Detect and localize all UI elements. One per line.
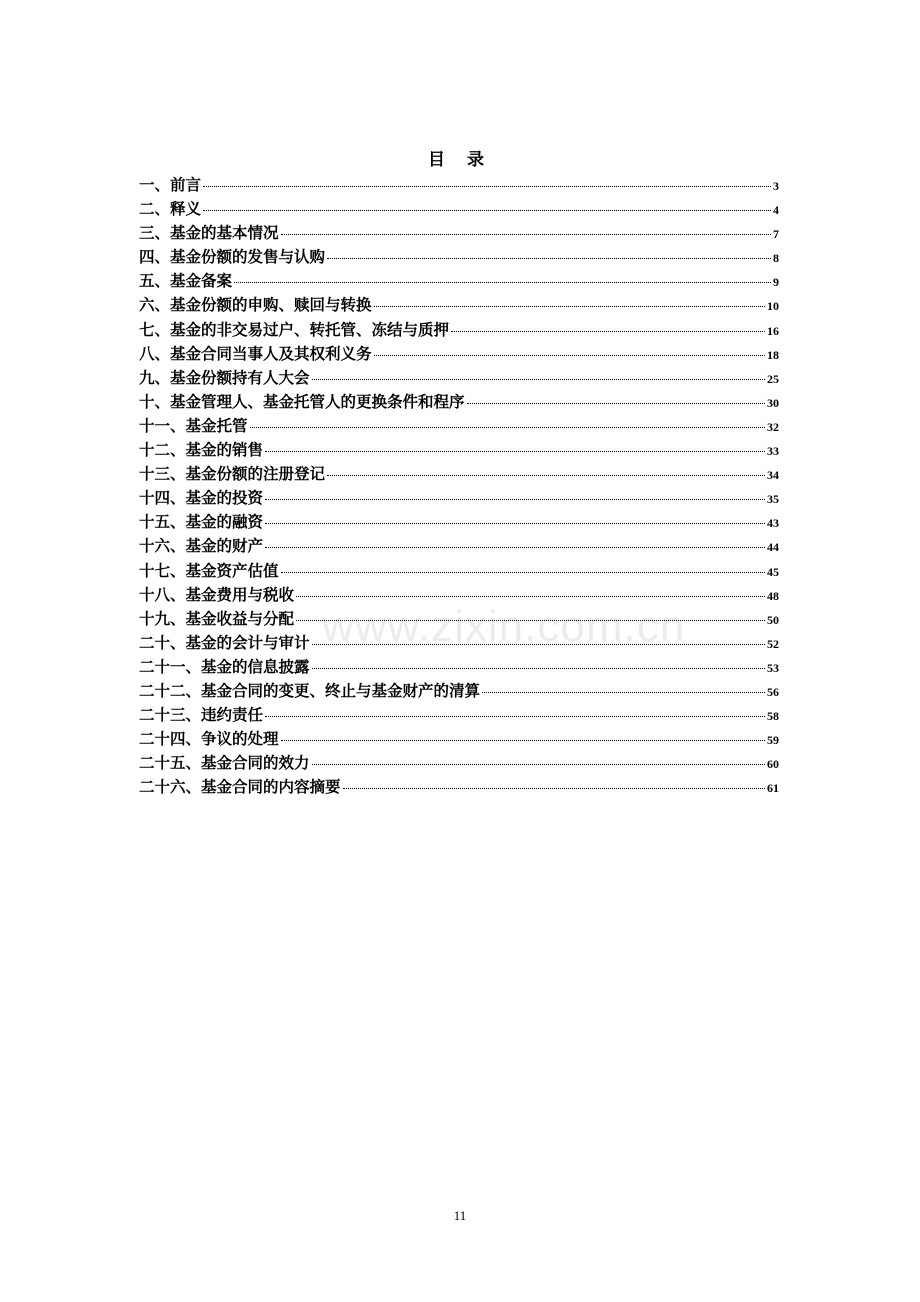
toc-entry[interactable] — [139, 607, 779, 631]
toc-entry[interactable] — [139, 197, 779, 221]
toc-dot-leader — [250, 427, 765, 428]
toc-entry[interactable] — [139, 775, 779, 799]
toc-entry-label: 九、基金份额持有人大会 — [139, 367, 310, 387]
toc-dot-leader — [265, 523, 765, 524]
toc-entry-label: 二十三、违约责任 — [139, 705, 264, 725]
toc-entry-page: 45 — [767, 564, 779, 579]
toc-dot-leader — [327, 475, 765, 476]
toc-entry-label: 十四、基金的投资 — [139, 488, 264, 508]
toc-entry-label: 二十一、基金的信息披露 — [139, 656, 310, 676]
toc-entry-page: 52 — [767, 636, 779, 651]
toc-dot-leader — [312, 644, 765, 645]
toc-dot-leader — [296, 620, 765, 621]
watermark: www.zixin.com.cn — [322, 602, 686, 651]
toc-entry-label: 十三、基金份额的注册登记 — [139, 464, 326, 484]
toc-list — [139, 173, 779, 799]
toc-dot-leader — [312, 668, 765, 669]
toc-title: 目 录 — [428, 150, 492, 170]
toc-entry-label: 四、基金份额的发售与认购 — [139, 247, 326, 267]
toc-entry-label: 十、基金管理人、基金托管人的更换条件和程序 — [139, 391, 465, 411]
toc-entry[interactable] — [139, 269, 779, 293]
toc-entry-label: 二十二、基金合同的变更、终止与基金财产的清算 — [139, 680, 481, 700]
toc-entry-label: 十七、基金资产估值 — [139, 560, 279, 580]
toc-entry-label: 六、基金份额的申购、赎回与转换 — [139, 295, 372, 315]
toc-entry-page: 34 — [767, 468, 779, 483]
toc-dot-leader — [234, 282, 771, 283]
toc-entry[interactable] — [139, 655, 779, 679]
toc-entry[interactable] — [139, 342, 779, 366]
toc-dot-leader — [265, 499, 765, 500]
toc-entry-page: 25 — [767, 371, 779, 386]
toc-entry-page: 48 — [767, 588, 779, 603]
toc-entry-label: 十九、基金收益与分配 — [139, 608, 295, 628]
toc-entry-page: 59 — [767, 733, 779, 748]
toc-entry-page: 4 — [773, 203, 779, 218]
toc-entry-page: 35 — [767, 492, 779, 507]
toc-entry-label: 七、基金的非交易过户、转托管、冻结与质押 — [139, 319, 450, 339]
toc-entry[interactable] — [139, 559, 779, 583]
toc-entry-page: 56 — [767, 684, 779, 699]
toc-dot-leader — [451, 331, 765, 332]
toc-entry-label: 二十六、基金合同的内容摘要 — [139, 777, 341, 797]
toc-entry-label: 五、基金备案 — [139, 271, 233, 291]
toc-dot-leader — [281, 234, 771, 235]
toc-entry[interactable] — [139, 727, 779, 751]
toc-dot-leader — [374, 355, 765, 356]
toc-entry[interactable] — [139, 534, 779, 558]
toc-entry-page: 7 — [773, 227, 779, 242]
toc-entry-page: 53 — [767, 660, 779, 675]
page-number: 11 — [453, 1208, 467, 1223]
toc-entry-page: 32 — [767, 419, 779, 434]
toc-entry-page: 61 — [767, 781, 779, 796]
toc-entry[interactable] — [139, 366, 779, 390]
toc-entry-label: 十六、基金的财产 — [139, 536, 264, 556]
toc-entry[interactable] — [139, 583, 779, 607]
toc-entry-label: 十八、基金费用与税收 — [139, 584, 295, 604]
toc-entry-page: 44 — [767, 540, 779, 555]
toc-entry[interactable] — [139, 390, 779, 414]
toc-entry-label: 二十四、争议的处理 — [139, 729, 279, 749]
toc-dot-leader — [265, 547, 765, 548]
toc-entry[interactable] — [139, 631, 779, 655]
toc-entry-page: 33 — [767, 444, 779, 459]
toc-entry-page: 30 — [767, 395, 779, 410]
toc-entry-label: 十二、基金的销售 — [139, 440, 264, 460]
toc-entry[interactable] — [139, 245, 779, 269]
toc-entry[interactable] — [139, 221, 779, 245]
toc-entry-label: 一、前言 — [139, 175, 202, 194]
toc-dot-leader — [327, 258, 771, 259]
toc-entry-label: 二、释义 — [139, 199, 202, 219]
toc-dot-leader — [265, 716, 765, 717]
toc-dot-leader — [343, 788, 765, 789]
toc-dot-leader — [374, 306, 765, 307]
toc-entry[interactable] — [139, 703, 779, 727]
toc-dot-leader — [281, 572, 765, 573]
toc-entry-label: 三、基金的基本情况 — [139, 223, 279, 243]
toc-entry-page: 50 — [767, 612, 779, 627]
toc-entry-page: 8 — [773, 251, 779, 266]
toc-entry[interactable] — [139, 438, 779, 462]
toc-dot-leader — [312, 379, 765, 380]
toc-entry-page: 16 — [767, 323, 779, 338]
toc-dot-leader — [265, 451, 765, 452]
toc-entry-label: 十五、基金的融资 — [139, 512, 264, 532]
toc-entry[interactable] — [139, 751, 779, 775]
toc-entry-page: 10 — [767, 299, 779, 314]
toc-entry-page: 3 — [773, 179, 779, 193]
toc-dot-leader — [296, 596, 765, 597]
toc-dot-leader — [482, 692, 765, 693]
toc-entry[interactable] — [139, 486, 779, 510]
toc-dot-leader — [312, 764, 765, 765]
toc-entry-page: 18 — [767, 347, 779, 362]
toc-entry-label: 十一、基金托管 — [139, 415, 248, 435]
toc-entry[interactable] — [139, 318, 779, 342]
toc-dot-leader — [203, 210, 771, 211]
toc-entry-page: 60 — [767, 757, 779, 772]
toc-entry-label: 二十、基金的会计与审计 — [139, 632, 310, 652]
toc-dot-leader — [467, 403, 765, 404]
toc-entry-page: 43 — [767, 516, 779, 531]
toc-entry-label: 八、基金合同当事人及其权利义务 — [139, 343, 372, 363]
toc-entry-label: 二十五、基金合同的效力 — [139, 753, 310, 773]
toc-entry[interactable] — [139, 414, 779, 438]
toc-dot-leader — [281, 740, 765, 741]
toc-dot-leader — [203, 186, 771, 187]
toc-entry[interactable] — [139, 679, 779, 703]
toc-entry[interactable] — [139, 173, 779, 197]
toc-entry[interactable] — [139, 293, 779, 317]
toc-entry-page: 58 — [767, 709, 779, 724]
toc-entry[interactable] — [139, 462, 779, 486]
toc-entry[interactable] — [139, 510, 779, 534]
toc-entry-page: 9 — [773, 275, 779, 290]
